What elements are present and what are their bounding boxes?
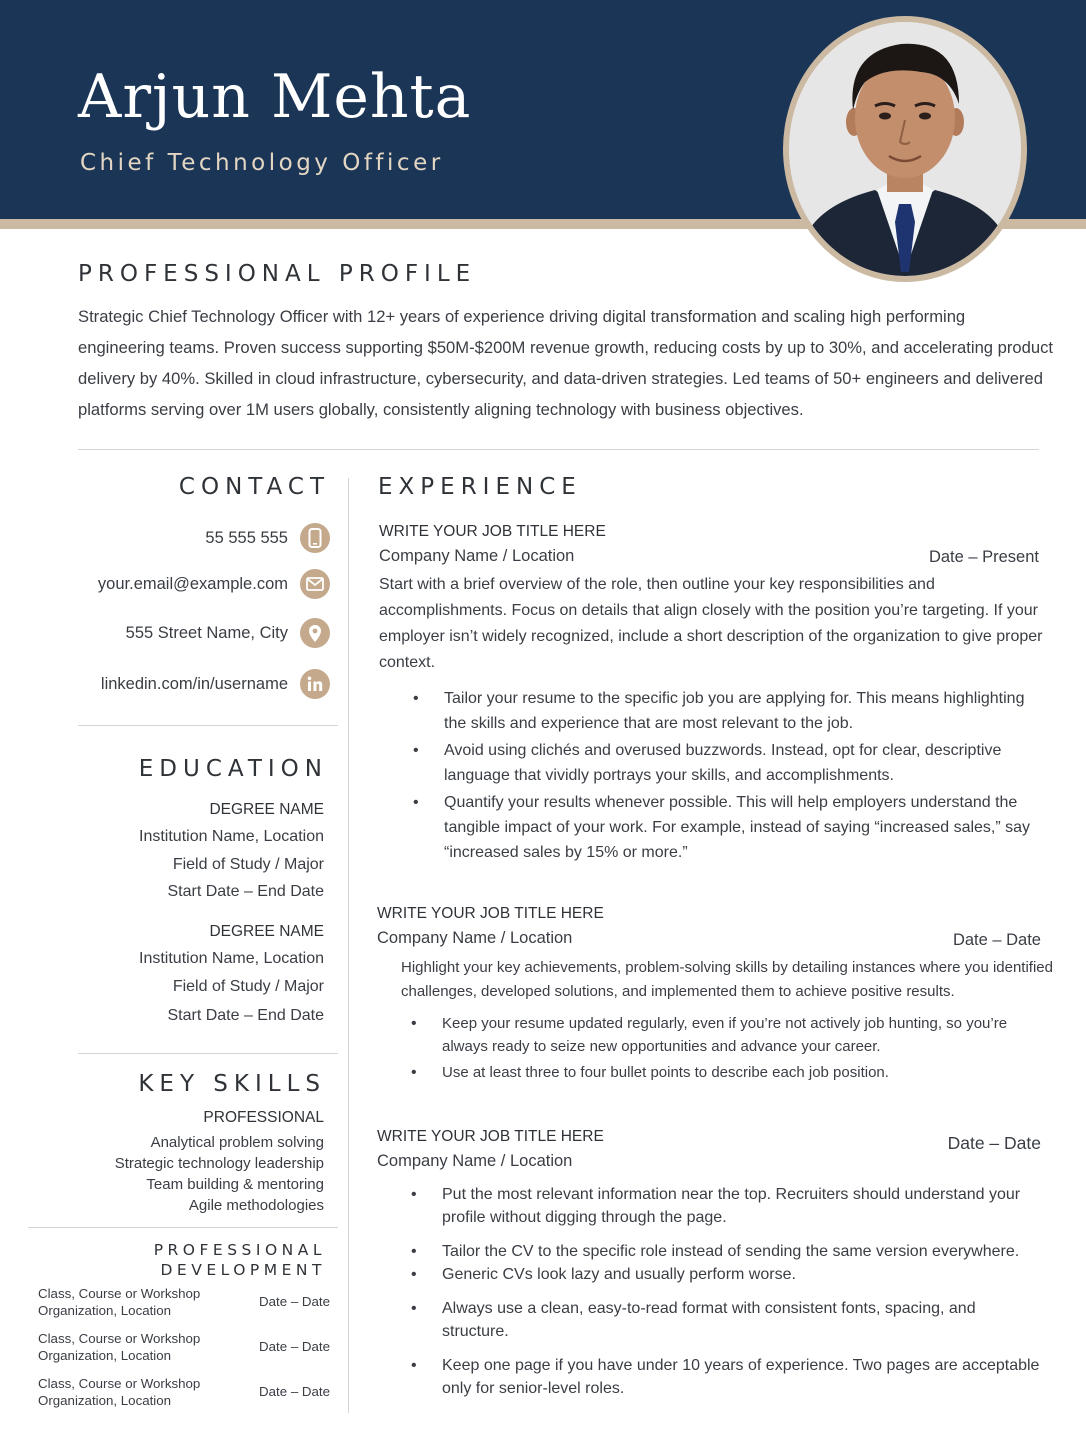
candidate-role: Chief Technology Officer [80, 150, 444, 176]
contact-divider [78, 725, 338, 726]
location-pin-icon [300, 618, 330, 648]
contact-address-text: 555 Street Name, City [125, 623, 288, 642]
skill-item: Agile methodologies [188, 1197, 324, 1214]
experience-heading: EXPERIENCE [378, 474, 582, 500]
job-bullet: • Put the most relevant information near the top. Recruiters should understand your profile without digging through the page. [377, 1183, 1045, 1229]
education-field: Field of Study / Major [172, 856, 324, 873]
job-bullet: • Use at least three to four bullet points to describe each job position. [377, 1061, 1055, 1084]
job-date: Date – Date [952, 931, 1041, 949]
job-bullets [377, 1012, 1055, 1084]
skill-item: Analytical problem solving [150, 1134, 324, 1151]
skill-item: Team building & mentoring [146, 1176, 324, 1193]
job-entry [377, 1128, 1045, 1400]
job-title: WRITE YOUR JOB TITLE HERE [377, 905, 604, 922]
skills-heading: KEY SKILLS [138, 1071, 326, 1097]
portrait-photo [789, 22, 1021, 276]
development-heading [154, 1240, 326, 1280]
development-date: Date – Date [259, 1294, 330, 1309]
development-course: Class, Course or Workshop [38, 1286, 201, 1301]
profile-summary: Strategic Chief Technology Officer with 12+ years of experience driving digital transformation and scaling high performing engineering teams. Proven success supporting $50M-$200M revenue growth, reducing costs by up to 30%, and accelerating product delivery by 40%. Skilled in cloud infrastructure, cybersecurity, and data-driven strategies. Led teams of 50+ engineers and delivered platforms serving over 1M users globally, consistently aligning technology with business objectives. [78, 307, 1053, 419]
portrait-illustration [789, 22, 1021, 276]
job-title: WRITE YOUR JOB TITLE HERE [377, 1128, 604, 1145]
job-company: Company Name / Location [377, 929, 573, 947]
job-company: Company Name / Location [377, 1152, 573, 1170]
phone-icon [300, 523, 330, 553]
profile-heading: PROFESSIONAL PROFILE [78, 261, 477, 287]
job-bullet: • Tailor your resume to the specific job you are applying for. This means highlighting the skills and experience that are most relevant to the job. [379, 686, 1047, 736]
skill-item: Strategic technology leadership [114, 1155, 324, 1172]
development-heading-line1: PROFESSIONAL [153, 1241, 326, 1259]
development-org: Organization, Location [38, 1393, 172, 1408]
portrait-photo-frame [783, 16, 1027, 282]
education-dates: Start Date – End Date [167, 1007, 324, 1024]
linkedin-icon [300, 669, 330, 699]
contact-phone [205, 523, 330, 553]
job-entry [377, 905, 1055, 1084]
job-description: Highlight your key achievements, problem-solving skills by detailing instances where you identified challenges, developed solutions, and implemented them to achieve positive results. [401, 959, 1053, 1000]
education-divider [78, 1053, 338, 1054]
job-title: WRITE YOUR JOB TITLE HERE [379, 523, 606, 540]
job-description: Start with a brief overview of the role, then outline your key responsibilities and accomplishments. Focus on details that align closely with the position you’re targeting. If your employer isn’t widely recognized, include a short description of the organization to give proper context. [379, 576, 1043, 671]
education-heading: EDUCATION [138, 756, 328, 782]
development-org: Organization, Location [38, 1303, 172, 1318]
contact-address [126, 618, 330, 648]
contact-email-text: your.email@example.com [97, 574, 288, 593]
development-date: Date – Date [259, 1339, 330, 1354]
education-dates: Start Date – End Date [167, 883, 324, 900]
job-bullet: • Generic CVs look lazy and usually perform worse. [377, 1263, 1045, 1286]
candidate-name: Arjun Mehta [78, 62, 472, 132]
development-heading-line2: DEVELOPMENT [160, 1261, 326, 1279]
contact-linkedin [101, 669, 330, 699]
job-bullets [377, 1183, 1045, 1400]
job-date: Date – Present [928, 548, 1039, 566]
job-date: Date – Date [947, 1133, 1041, 1153]
education-degree: DEGREE NAME [209, 923, 324, 940]
development-item [38, 1375, 332, 1409]
contact-linkedin-text: linkedin.com/in/username [100, 674, 288, 693]
job-company: Company Name / Location [379, 547, 575, 565]
profile-divider [78, 449, 1039, 450]
job-bullet: • Always use a clean, easy-to-read format with consistent fonts, spacing, and structure. [377, 1297, 1045, 1343]
job-bullets [379, 686, 1047, 865]
development-item [38, 1330, 332, 1364]
education-institution: Institution Name, Location [139, 950, 324, 967]
email-icon [300, 569, 330, 599]
contact-email [98, 569, 330, 599]
job-bullet: • Keep your resume updated regularly, even if you’re not actively job hunting, so you’re always ready to seize new opportunities and advance your career. [377, 1012, 1055, 1058]
education-institution: Institution Name, Location [139, 828, 324, 845]
development-course: Class, Course or Workshop [38, 1331, 201, 1346]
job-bullet: • Quantify your results whenever possible. This will help employers understand the tangible impact of your work. For example, instead of saying “increased sales,” say “increased sales by 15% or more.” [379, 790, 1047, 865]
education-degree: DEGREE NAME [209, 801, 324, 818]
development-date: Date – Date [259, 1384, 330, 1399]
contact-heading: CONTACT [178, 474, 330, 500]
job-bullet: • Avoid using clichés and overused buzzwords. Instead, opt for clear, descriptive language that vividly portrays your skills, and accomplishments. [379, 738, 1047, 788]
job-entry [379, 523, 1047, 865]
education-field: Field of Study / Major [172, 978, 324, 995]
job-bullet: • Tailor the CV to the specific role instead of sending the same version everywhere. [377, 1240, 1045, 1263]
job-bullet: • Keep one page if you have under 10 years of experience. Two pages are acceptable only for senior-level roles. [377, 1354, 1045, 1400]
column-divider [348, 478, 349, 1413]
development-org: Organization, Location [38, 1348, 172, 1363]
development-item [38, 1285, 332, 1319]
skills-subtitle: PROFESSIONAL [203, 1109, 324, 1126]
development-course: Class, Course or Workshop [38, 1376, 201, 1391]
skills-divider [28, 1227, 338, 1228]
contact-phone-text: 55 555 555 [205, 528, 288, 547]
